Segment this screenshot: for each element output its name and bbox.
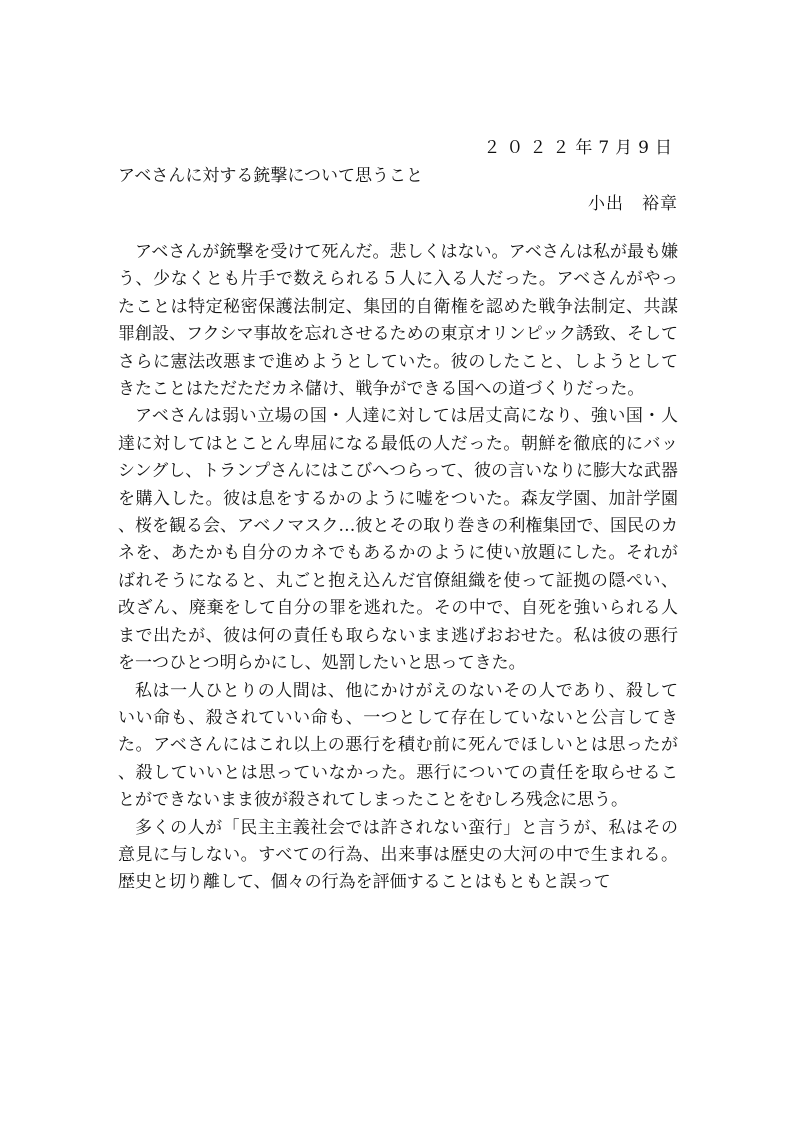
document-author: 小出 裕章 xyxy=(588,194,678,214)
document-date: ２０２２年7月9日 xyxy=(483,138,678,158)
document-title: アベさんに対する銃撃について思うこと xyxy=(118,166,423,186)
paragraph-3: 私は一人ひとりの人間は、他にかけがえのないその人であり、殺していい命も、殺されていい命も、一つとして存在していないと公言してきた。アベさんにはこれ以上の悪行を積む前に死んでほしいとは思ったが、殺していいとは思っていなかった。悪行についての責任を取らせることができないまま彼が殺されてしまったことをむしろ残念に思う。 xyxy=(118,680,678,811)
document-body xyxy=(118,239,678,897)
paragraph-1: アベさんが銃撃を受けて死んだ。悲しくはない。アベさんは私が最も嫌う、少なくとも片手で数えられる５人に入る人だった。アベさんがやったことは特定秘密保護法制定、集団的自衛権を認めた戦争法制定、共謀罪創設、フクシマ事故を忘れさせるための東京オリンピック誘致、そしてさらに憲法改悪まで進めようとしていた。彼のしたこと、しようとしてきたことはただただカネ儲け、戦争ができる国への道づくりだった。 xyxy=(118,242,678,400)
paragraph-2: アベさんは弱い立場の国・人達に対しては居丈高になり、強い国・人達に対してはとことん卑屈になる最低の人だった。朝鮮を徹底的にバッシングし、トランプさんにはこびへつらって、彼の言いなりに膨大な武器を購入した。彼は息をするかのように嘘をついた。森友学園、加計学園、桜を観る会、アベノマスク…彼とその取り巻きの利権集団で、国民のカネを、あたかも自分のカネでもあるかのように使い放題にした。それがばれそうになると、丸ごと抱え込んだ官僚組織を使って証拠の隠ぺい、改ざん、廃棄をして自分の罪を逃れた。その中で、自死を強いられる人まで出たが、彼は何の責任も取らないまま逃げおおせた。私は彼の悪行を一つひとつ明らかにし、処罰したいと思ってきた。 xyxy=(118,406,678,674)
paragraph-4: 多くの人が「民主主義社会では許されない蛮行」と言うが、私はその意見に与しない。すべての行為、出来事は歴史の大河の中で生まれる。歴史と切り離して、個々の行為を評価することはもともと誤って xyxy=(118,817,678,893)
